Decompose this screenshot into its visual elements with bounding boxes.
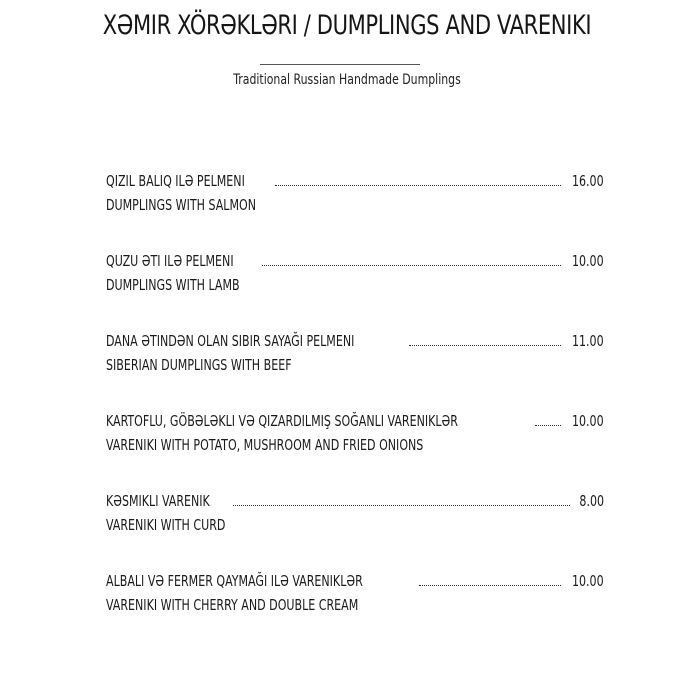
menu-item-name-az: QUZU ƏTI ILƏ PELMENI: [106, 252, 234, 270]
menu-item: [106, 248, 604, 328]
menu-item: [106, 168, 604, 248]
menu-item-price: 10.00: [572, 572, 604, 590]
menu-item-name-en: DUMPLINGS WITH SALMON: [106, 196, 256, 214]
menu-item-row: [106, 168, 604, 190]
dot-leader: [275, 184, 561, 186]
dot-leader: [409, 344, 561, 346]
menu-item-name-az: QIZIL BALIQ ILƏ PELMENI: [106, 172, 245, 190]
menu-item-price: 8.00: [579, 492, 604, 510]
dot-leader: [262, 264, 562, 266]
menu-item-name-en: VARENIKI WITH CHERRY AND DOUBLE CREAM: [106, 596, 359, 614]
dot-leader: [419, 584, 561, 586]
menu-item-name-az: KƏSMIKLI VARENIK: [106, 492, 210, 510]
page-subtitle: Traditional Russian Handmade Dumplings: [233, 72, 461, 88]
menu-item-row: [106, 248, 604, 270]
dot-leader: [233, 504, 570, 506]
title-divider: [260, 64, 420, 65]
menu-item: [106, 488, 604, 568]
menu-item: [106, 568, 604, 648]
menu-item-name-en: DUMPLINGS WITH LAMB: [106, 276, 240, 294]
dot-leader: [535, 424, 561, 426]
menu-item-name-az: ALBALI VƏ FERMER QAYMAĞI ILƏ VARENIKLƏR: [106, 572, 363, 590]
menu-item-name-en: VARENIKI WITH CURD: [106, 516, 226, 534]
page-title: XƏMIR XÖRƏKLƏRI / DUMPLINGS AND VARENIKI: [102, 10, 592, 41]
menu-item-name-az: KARTOFLU, GÖBƏLƏKLI VƏ QIZARDILMIŞ SOĞANLI VARENIKLƏR: [106, 412, 458, 430]
menu-item-row: [106, 568, 604, 590]
menu-item-row: [106, 488, 604, 510]
menu-item-name-en: SIBERIAN DUMPLINGS WITH BEEF: [106, 356, 292, 374]
menu-item-name-az: DANA ƏTINDƏN OLAN SIBIR SAYAĞI PELMENI: [106, 332, 355, 350]
menu-list: [106, 168, 604, 648]
menu-item-price: 11.00: [572, 332, 604, 350]
menu-item-row: [106, 328, 604, 350]
menu-item-price: 16.00: [572, 172, 604, 190]
menu-item-row: [106, 408, 604, 430]
menu-item: [106, 328, 604, 408]
menu-item: [106, 408, 604, 488]
menu-item-price: 10.00: [572, 252, 604, 270]
menu-item-price: 10.00: [572, 412, 604, 430]
menu-item-name-en: VARENIKI WITH POTATO, MUSHROOM AND FRIED ONIONS: [106, 436, 424, 454]
